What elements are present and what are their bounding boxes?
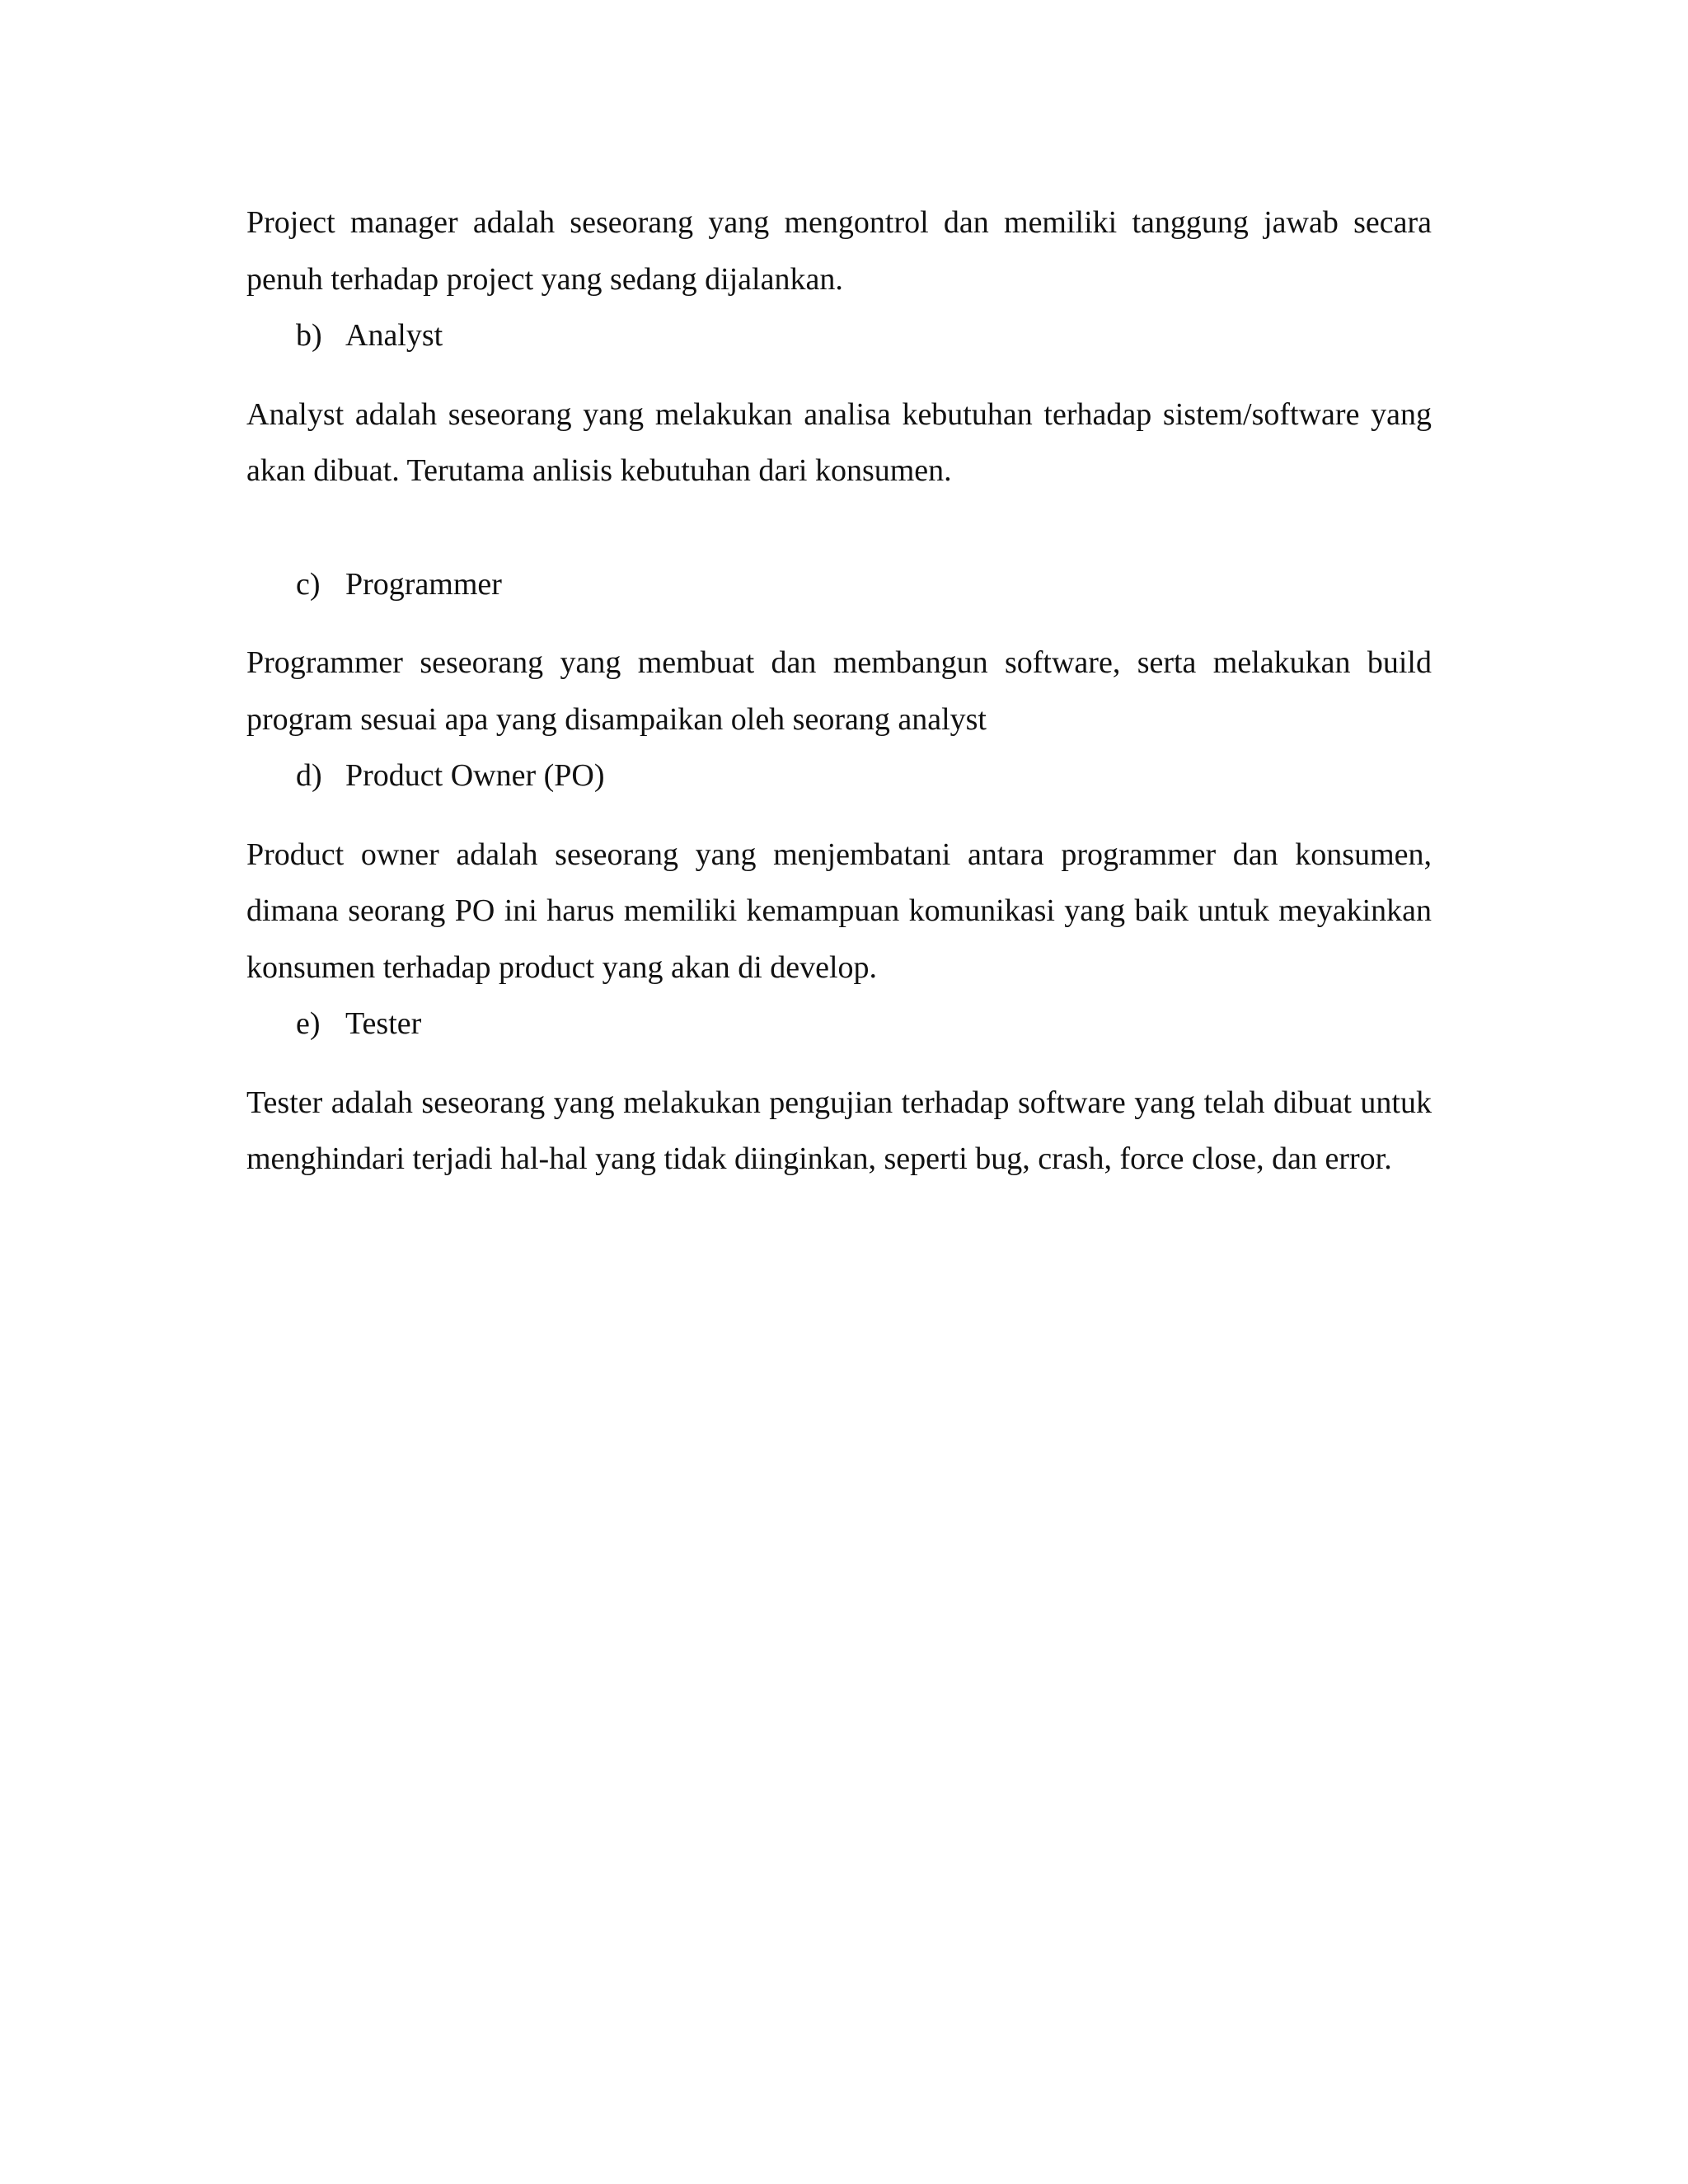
list-marker: e)	[296, 1006, 321, 1041]
list-item-analyst	[246, 307, 1432, 364]
list-item-label: Analyst	[345, 318, 443, 353]
document-body	[246, 194, 1432, 1188]
list-marker: c)	[296, 566, 321, 602]
blank-line	[246, 499, 1432, 556]
paragraph-programmer: Programmer seseorang yang membuat dan membangun software, serta melakukan build program sesuai apa yang disampaikan oleh seorang analyst	[246, 645, 1432, 737]
paragraph-analyst: Analyst adalah seseorang yang melakukan analisa kebutuhan terhadap sistem/software yang akan dibuat. Terutama anlisis kebutuhan dari konsumen.	[246, 396, 1432, 488]
list-item-label: Tester	[345, 1006, 422, 1041]
paragraph-project-manager: Project manager adalah seseorang yang mengontrol dan memiliki tanggung jawab secara penuh terhadap project yang sedang dijalankan.	[246, 205, 1432, 297]
paragraph-product-owner: Product owner adalah seseorang yang menjembatani antara programmer dan konsumen, dimana seorang PO ini harus memiliki kemampuan komunikasi yang baik untuk meyakinkan konsumen terhadap product yang akan di develop.	[246, 837, 1432, 985]
list-item-label: Programmer	[345, 566, 502, 602]
list-item-product-owner	[246, 748, 1432, 804]
list-marker: d)	[296, 758, 322, 793]
list-item-programmer	[246, 556, 1432, 613]
list-item-tester	[246, 996, 1432, 1052]
list-marker: b)	[296, 318, 322, 353]
list-item-label: Product Owner (PO)	[345, 758, 605, 793]
paragraph-tester: Tester adalah seseorang yang melakukan pengujian terhadap software yang telah dibuat untuk menghindari terjadi hal-hal yang tidak diinginkan, seperti bug, crash, force close, dan error.	[246, 1085, 1432, 1176]
